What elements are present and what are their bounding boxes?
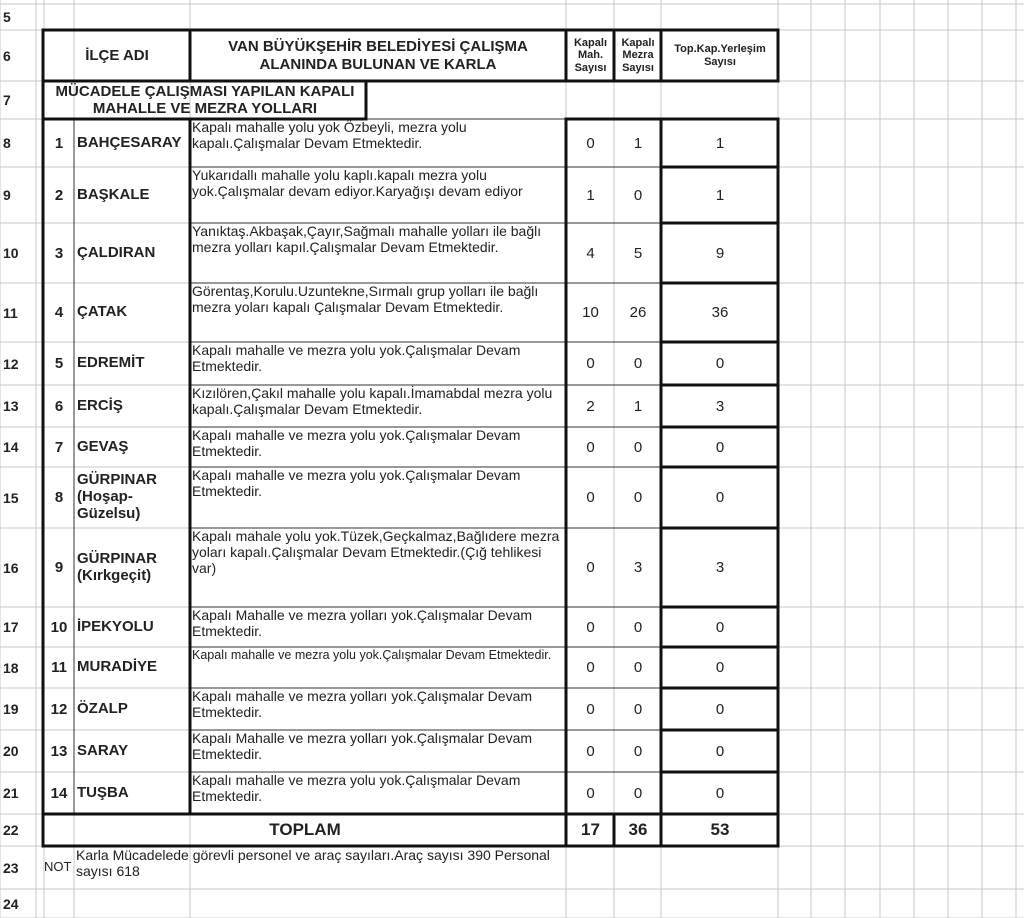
top-kap-count[interactable]: 0 <box>715 784 725 802</box>
kapali-mezra-count[interactable]: 0 <box>633 784 643 802</box>
district-name[interactable]: EDREMİT <box>77 354 145 372</box>
kapali-mah-count[interactable]: 0 <box>586 134 595 152</box>
kapali-mah-count[interactable]: 0 <box>586 559 595 576</box>
kapali-mah-count[interactable]: 10 <box>582 304 599 321</box>
row-number[interactable]: 20 <box>3 743 19 759</box>
status-description[interactable]: Yukarıdallı mahalle yolu kaplı.kapalı mezra yolu yok.Çalışmalar devam ediyor.Karyağışı devam ediyor <box>192 167 523 199</box>
row-number[interactable]: 7 <box>3 92 11 108</box>
kapali-mah-count[interactable]: 0 <box>586 742 595 760</box>
row-number[interactable]: 17 <box>3 619 19 635</box>
row-number[interactable]: 10 <box>3 245 19 261</box>
kapali-mezra-count[interactable]: 0 <box>633 618 643 636</box>
total-mezra[interactable]: 36 <box>628 820 648 839</box>
row-index[interactable]: 3 <box>54 244 64 262</box>
top-kap-count[interactable]: 0 <box>715 659 725 676</box>
district-name[interactable]: ÖZALP <box>77 699 128 717</box>
kapali-mezra-count[interactable]: 5 <box>633 244 643 262</box>
district-name[interactable]: GÜRPINAR (Hoşap-Güzelsu) <box>77 471 158 522</box>
kapali-mah-count[interactable]: 0 <box>586 355 595 372</box>
kapali-mah-count[interactable]: 0 <box>586 784 595 802</box>
header-title[interactable]: VAN BÜYÜKŞEHİR BELEDİYESİ ÇALIŞMA ALANINDA BULUNAN VE KARLA <box>228 38 528 73</box>
status-description[interactable]: Kapalı mahalle ve mezra yolu yok.Çalışmalar Devam Etmektedir. <box>192 467 521 499</box>
kapali-mah-count[interactable]: 0 <box>586 438 595 456</box>
kapali-mah-count[interactable]: 0 <box>586 618 595 636</box>
row-number[interactable]: 12 <box>3 355 19 372</box>
row-number[interactable]: 9 <box>3 187 11 203</box>
top-kap-count[interactable]: 36 <box>711 304 729 321</box>
row-number[interactable]: 16 <box>3 559 19 576</box>
header-top-kap[interactable]: Top.Kap.Yerleşim Sayısı <box>674 42 766 68</box>
status-description[interactable]: Kapalı mahalle yolu yok Özbeyli, mezra yolu kapalı.Çalışmalar Devam Etmektedir. <box>192 119 467 151</box>
top-kap-count[interactable]: 0 <box>715 438 725 456</box>
note-text[interactable]: Karla Mücadelede görevli personel ve araç sayıları.Araç sayısı 390 Personal sayısı 618 <box>76 848 550 879</box>
row-index[interactable]: 10 <box>50 618 68 636</box>
row-index[interactable]: 11 <box>51 659 67 676</box>
total-top[interactable]: 53 <box>710 820 730 839</box>
district-name[interactable]: SARAY <box>77 741 129 759</box>
row-index[interactable]: 1 <box>54 134 64 152</box>
row-number[interactable]: 15 <box>3 489 19 506</box>
row-index[interactable]: 9 <box>54 559 64 576</box>
row-index[interactable]: 4 <box>54 304 64 321</box>
row-index[interactable]: 8 <box>54 489 64 506</box>
row-number[interactable]: 13 <box>3 398 19 414</box>
kapali-mah-count[interactable]: 0 <box>586 700 595 718</box>
kapali-mezra-count[interactable]: 0 <box>633 742 643 760</box>
district-name[interactable]: BAHÇESARAY <box>77 133 182 151</box>
row-number[interactable]: 6 <box>3 47 11 64</box>
district-name[interactable]: ÇALDIRAN <box>77 243 156 261</box>
row-number[interactable]: 5 <box>3 9 11 25</box>
kapali-mah-count[interactable]: 1 <box>586 186 595 204</box>
kapali-mezra-count[interactable]: 26 <box>629 304 647 321</box>
total-label[interactable]: TOPLAM <box>269 820 341 839</box>
header-ilce-adi[interactable]: İLÇE ADI <box>85 46 149 64</box>
note-label[interactable]: NOT <box>44 859 72 875</box>
kapali-mezra-count[interactable]: 1 <box>633 397 643 415</box>
district-name[interactable]: GÜRPINAR (Kırkgeçit) <box>77 549 158 584</box>
row-number[interactable]: 22 <box>3 822 19 838</box>
district-name[interactable]: MURADİYE <box>77 658 158 676</box>
district-name[interactable]: İPEKYOLU <box>77 617 154 635</box>
row-number[interactable]: 11 <box>3 304 18 321</box>
status-description[interactable]: Kapalı Mahalle ve mezra yolları yok.Çalışmalar Devam Etmektedir. <box>192 607 533 639</box>
row-number[interactable]: 24 <box>3 895 19 912</box>
row-index[interactable]: 12 <box>50 700 68 718</box>
kapali-mezra-count[interactable]: 0 <box>633 186 643 204</box>
row-index[interactable]: 14 <box>50 784 68 802</box>
kapali-mah-count[interactable]: 2 <box>586 397 595 415</box>
row-number[interactable]: 18 <box>3 659 19 676</box>
kapali-mezra-count[interactable]: 0 <box>633 355 643 372</box>
top-kap-count[interactable]: 1 <box>715 134 725 152</box>
kapali-mezra-count[interactable]: 3 <box>633 559 643 576</box>
total-mah[interactable]: 17 <box>581 820 600 839</box>
status-description[interactable]: Kapalı Mahalle ve mezra yolları yok.Çalışmalar Devam Etmektedir. <box>192 730 533 762</box>
row-number[interactable]: 14 <box>3 439 19 455</box>
row-index[interactable]: 13 <box>50 742 68 760</box>
row-number[interactable]: 8 <box>3 135 11 151</box>
status-description[interactable]: Görentaş,Korulu.Uzuntekne,Sırmalı grup yolları ile bağlı mezra yoları kapalı Çalışmalar Devam Etmektedir. <box>192 283 539 315</box>
header-kapali-mezra[interactable]: Kapalı Mezra Sayısı <box>621 36 655 74</box>
top-kap-count[interactable]: 0 <box>715 618 725 636</box>
top-kap-count[interactable]: 3 <box>715 559 725 576</box>
top-kap-count[interactable]: 0 <box>715 355 725 372</box>
district-name[interactable]: TUŞBA <box>77 783 129 801</box>
status-description[interactable]: Kapalı mahalle ve mezra yolu yok.Çalışmalar Devam Etmektedir. <box>192 427 521 459</box>
top-kap-count[interactable]: 0 <box>715 742 725 760</box>
top-kap-count[interactable]: 1 <box>715 186 725 204</box>
row-number[interactable]: 19 <box>3 701 19 717</box>
district-name[interactable]: GEVAŞ <box>77 437 129 455</box>
status-description[interactable]: Kapalı mahalle ve mezra yolu yok.Çalışmalar Devam Etmektedir. <box>192 648 552 662</box>
status-description[interactable]: Kapalı mahalle ve mezra yolu yok.Çalışmalar Devam Etmektedir. <box>192 342 521 374</box>
row-index[interactable]: 2 <box>54 186 64 204</box>
top-kap-count[interactable]: 9 <box>715 244 725 262</box>
status-description[interactable]: Yanıktaş.Akbaşak,Çayır,Sağmalı mahalle yolları ile bağlı mezra yolları kapıl.Çalışmalar Devam Etmektedir. <box>192 223 542 255</box>
kapali-mezra-count[interactable]: 0 <box>633 659 643 676</box>
kapali-mah-count[interactable]: 0 <box>586 659 595 676</box>
kapali-mezra-count[interactable]: 0 <box>633 438 643 456</box>
header-subtitle[interactable]: MÜCADELE ÇALIŞMASI YAPILAN KAPALI MAHALLE VE MEZRA YOLLARI <box>55 82 355 117</box>
kapali-mah-count[interactable]: 0 <box>586 489 595 506</box>
status-description[interactable]: Kapalı mahale yolu yok.Tüzek,Geçkalmaz,Bağlıdere mezra yoları kapalı.Çalışmalar Devam Etmektedir.(Çığ tehlikesi var) <box>192 528 560 576</box>
kapali-mezra-count[interactable]: 0 <box>633 489 643 506</box>
row-index[interactable]: 5 <box>54 355 64 372</box>
district-name[interactable]: BAŞKALE <box>77 185 150 203</box>
kapali-mezra-count[interactable]: 0 <box>633 700 643 718</box>
district-name[interactable]: ERCİŞ <box>77 396 123 414</box>
row-index[interactable]: 7 <box>54 438 64 456</box>
top-kap-count[interactable]: 0 <box>715 700 725 718</box>
kapali-mezra-count[interactable]: 1 <box>633 134 643 152</box>
top-kap-count[interactable]: 3 <box>715 397 725 415</box>
row-index[interactable]: 6 <box>54 397 64 415</box>
row-number[interactable]: 23 <box>3 859 19 876</box>
top-kap-count[interactable]: 0 <box>715 489 725 506</box>
kapali-mah-count[interactable]: 4 <box>586 244 595 262</box>
status-description[interactable]: Kızılören,Çakıl mahalle yolu kapalı.İmamabdal mezra yolu kapalı.Çalışmalar Devam Etmektedir. <box>192 385 553 417</box>
status-description[interactable]: Kapalı mahalle ve mezra yolları yok.Çalışmalar Devam Etmektedir. <box>192 688 533 720</box>
district-name[interactable]: ÇATAK <box>77 303 128 321</box>
row-number[interactable]: 21 <box>3 785 19 801</box>
header-kapali-mah[interactable]: Kapalı Mah. Sayısı <box>573 36 607 74</box>
status-description[interactable]: Kapalı mahalle ve mezra yolu yok.Çalışmalar Devam Etmektedir. <box>192 772 521 804</box>
